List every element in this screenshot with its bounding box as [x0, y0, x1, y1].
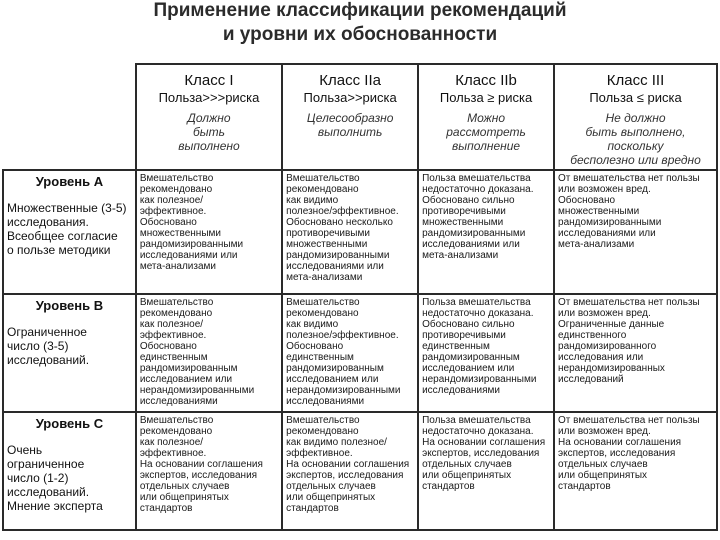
table-cell: Польза вмешательства недостаточно доказана. На основании соглашения экспертов, исследования отдельных случаев или общепринятых стандартов — [418, 412, 554, 530]
level-b-label-cell — [3, 294, 136, 412]
table-cell: Польза вмешательства недостаточно доказана. Обосновано сильно противоречивыми единственным рандомизированным исследованием или нерандомизированными исследованиями — [418, 294, 554, 412]
corner-cell — [3, 64, 136, 170]
level-c-label-cell — [3, 412, 136, 530]
recommendation-classification-table — [2, 63, 718, 531]
table-cell: Вмешательство рекомендовано как полезное/ эффективное. Обосновано множественными рандомизированными исследованиями или мета-анализами — [136, 170, 282, 294]
header-class-iib — [418, 64, 554, 170]
level-description: Ограниченное число (3-5) исследований. — [7, 325, 90, 367]
page-title-line-2: и уровни их обоснованности — [222, 24, 498, 45]
level-name: Уровень А — [35, 174, 104, 189]
table-row-level-b — [3, 294, 717, 412]
class-recommendation: Можно рассмотреть выполнение — [446, 111, 526, 153]
header-class-iii — [554, 64, 717, 170]
class-benefit: Польза ≤ риска — [589, 90, 682, 105]
level-description: Множественные (3-5) исследования. Всеобщее согласие о пользе методики — [7, 201, 127, 257]
header-class-iia — [282, 64, 418, 170]
header-row — [3, 64, 717, 170]
class-recommendation: Должно быть выполнено — [178, 111, 240, 153]
class-name: Класс IIa — [319, 72, 381, 89]
class-recommendation: Не должно быть выполнено, поскольку бесполезно или вредно — [570, 111, 701, 167]
table-cell: Вмешательство рекомендовано как видимо полезное/ эффективное. На основании соглашения экспертов, исследования отдельных случаев или общепринятых стандартов — [282, 412, 418, 530]
table-row-level-c — [3, 412, 717, 530]
page-title-line-1: Применение классификации рекомендаций — [153, 0, 567, 21]
header-class-i — [136, 64, 282, 170]
level-name: Уровень В — [35, 298, 104, 313]
table-row-level-a — [3, 170, 717, 294]
table-cell: Вмешательство рекомендовано как полезное/ эффективное. На основании соглашения экспертов, исследования отдельных случаев или общепринятых стандартов — [136, 412, 282, 530]
level-a-label-cell — [3, 170, 136, 294]
class-name: Класс IIb — [455, 72, 517, 89]
class-name: Класс III — [606, 72, 665, 89]
class-benefit: Польза>>>риска — [158, 90, 260, 105]
table-cell: Вмешательство рекомендовано как видимо полезное/эффективное. Обосновано единственным рандомизированным исследованием или нерандомизированными исследованиями — [282, 294, 418, 412]
level-description: Очень ограниченное число (1-2) исследований. Мнение эксперта — [7, 443, 103, 513]
class-recommendation: Целесообразно выполнить — [306, 111, 394, 139]
table-cell: Вмешательство рекомендовано как видимо полезное/эффективное. Обосновано несколько противоречивыми множественными рандомизированными исследованиями или мета-анализами — [282, 170, 418, 294]
table-cell: От вмешательства нет пользы или возможен вред. Ограниченные данные единственного рандомизированного исследования или нерандомизированных исследований — [554, 294, 717, 412]
table-cell: От вмешательства нет пользы или возможен вред. Обосновано множественными рандомизированными исследованиями или мета-анализами — [554, 170, 717, 294]
table-cell: От вмешательства нет пользы или возможен вред. На основании соглашения экспертов, исследования отдельных случаев или общепринятых стандартов — [554, 412, 717, 530]
level-name: Уровень С — [35, 416, 104, 431]
class-benefit: Польза>>риска — [303, 90, 397, 105]
class-benefit: Польза ≥ риска — [439, 90, 533, 105]
class-name: Класс I — [184, 72, 234, 89]
table-cell: Польза вмешательства недостаточно доказана. Обосновано сильно противоречивыми множественными рандомизированными исследованиями или мета-анализами — [418, 170, 554, 294]
table-cell: Вмешательство рекомендовано как полезное/ эффективное. Обосновано единственным рандомизированным исследованием или нерандомизированными исследованиями — [136, 294, 282, 412]
